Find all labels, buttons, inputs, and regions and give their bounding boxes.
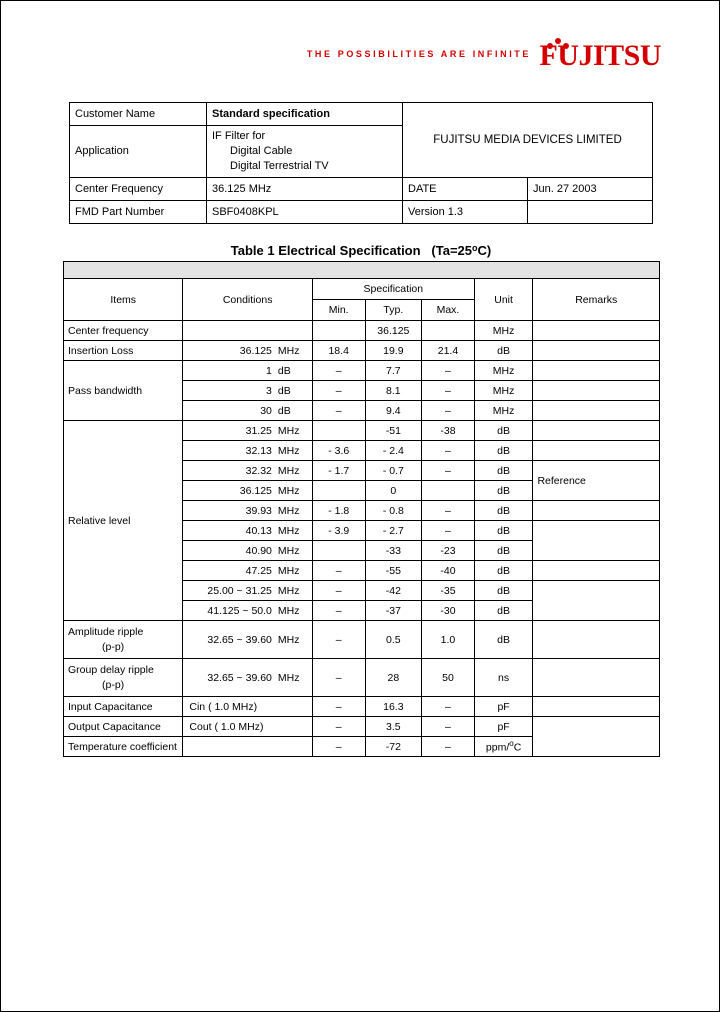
row-unit: dB [474,341,533,361]
table-row [70,200,653,223]
row-typ: 7.7 [365,361,422,381]
row-unit: MHz [474,321,533,341]
electrical-specification-table [63,261,660,757]
row-condition: 41.125 ~ 50.0 MHz [183,601,313,621]
row-item-label: Amplitude ripple (p-p) [64,621,183,659]
date-value: Jun. 27 2003 [533,182,597,195]
row-unit: dB [474,541,533,561]
row-remarks [533,521,660,561]
row-typ: 3.5 [365,717,422,737]
application-value [207,126,403,178]
application-line3: Digital Terrestrial TV [230,159,329,172]
row-item-label: Relative level [64,421,183,621]
row-unit: dB [474,481,533,501]
row-condition: 36.125 MHz [183,341,313,361]
row-max: -40 [422,561,475,581]
row-min: – [312,717,365,737]
row-remarks [533,717,660,757]
row-unit: ns [474,659,533,697]
row-unit: dB [474,461,533,481]
row-max: 50 [422,659,475,697]
header-typ: Typ. [365,300,422,321]
row-min: – [312,737,365,757]
row-condition: 32.65 ~ 39.60 MHz [183,621,313,659]
brand-header [1,39,720,85]
table-row [64,717,660,737]
row-typ: - 2.4 [365,441,422,461]
row-unit: ppm/$^o$C [474,737,533,757]
header-unit: Unit [474,279,533,321]
table-row [64,321,660,341]
row-min: - 3.6 [312,441,365,461]
row-max: -23 [422,541,475,561]
application-label: Application [70,126,207,178]
row-condition: Cout ( 1.0 MHz) [183,717,313,737]
row-min: – [312,621,365,659]
row-condition: 25.00 ~ 31.25 MHz [183,581,313,601]
row-unit: pF [474,717,533,737]
row-max: – [422,737,475,757]
spec-table-wrapper [63,261,660,757]
row-item-label: Pass bandwidth [64,361,183,421]
row-min: – [312,361,365,381]
row-typ: 9.4 [365,401,422,421]
row-max: 21.4 [422,341,475,361]
header-specification: Specification [312,279,474,300]
row-item-label: Temperature coefficient [64,737,183,757]
row-min: - 3.9 [312,521,365,541]
row-remarks [533,321,660,341]
table-row [64,659,660,697]
row-min [312,421,365,441]
row-remarks: Reference [533,461,660,501]
row-item-label: Input Capacitance [64,697,183,717]
header-min: Min. [312,300,365,321]
part-number-label: FMD Part Number [70,200,207,223]
version-value [528,201,653,223]
row-max [422,321,475,341]
row-unit: dB [474,581,533,601]
row-unit: dB [474,601,533,621]
customer-name-value: Standard specification [207,103,403,126]
row-min: - 1.7 [312,461,365,481]
row-condition: 47.25 MHz [183,561,313,581]
row-max: – [422,361,475,381]
row-typ: -37 [365,601,422,621]
center-frequency-label: Center Frequency [70,177,207,200]
application-line2: Digital Cable [230,144,293,157]
row-unit: MHz [474,401,533,421]
row-typ: -42 [365,581,422,601]
header-conditions: Conditions [183,279,313,321]
row-unit: MHz [474,381,533,401]
part-number-value: SBF0408KPL [207,200,403,223]
row-max: – [422,441,475,461]
row-min [312,541,365,561]
date-label: DATE [403,178,528,200]
row-typ: 8.1 [365,381,422,401]
row-remarks [533,621,660,659]
row-min: – [312,659,365,697]
row-condition: 32.13 MHz [183,441,313,461]
row-remarks [533,441,660,461]
row-unit: dB [474,421,533,441]
row-max: – [422,697,475,717]
row-unit: dB [474,441,533,461]
row-min: - 1.8 [312,501,365,521]
row-typ: - 0.8 [365,501,422,521]
row-condition: 3 dB [183,381,313,401]
row-remarks [533,501,660,521]
table-row [64,697,660,717]
row-remarks [533,381,660,401]
row-item-label: Insertion Loss [64,341,183,361]
row-condition: Cin ( 1.0 MHz) [183,697,313,717]
tagline-text: THE POSSIBILITIES ARE INFINITE [306,49,531,59]
row-max: – [422,381,475,401]
table-title [1,243,720,258]
table-title-main: Table 1 Electrical Specification [230,243,421,258]
row-typ: 0 [365,481,422,501]
table-row [64,341,660,361]
row-unit: MHz [474,361,533,381]
table-gray-band [64,262,660,279]
table-row [64,361,660,381]
row-typ: - 2.7 [365,521,422,541]
row-item-label: Output Capacitance [64,717,183,737]
table-row [64,421,660,441]
row-typ: -72 [365,737,422,757]
row-condition: 32.65 ~ 39.60 MHz [183,659,313,697]
row-min: 18.4 [312,341,365,361]
row-typ: 0.5 [365,621,422,659]
row-remarks [533,361,660,381]
row-typ: 28 [365,659,422,697]
center-frequency-value: 36.125 MHz [207,177,403,200]
company-name: FUJITSU MEDIA DEVICES LIMITED [403,103,653,178]
fujitsu-logo: FUJITSU [539,39,661,72]
row-min: – [312,561,365,581]
header-items: Items [64,279,183,321]
row-max: – [422,501,475,521]
row-remarks [533,341,660,361]
gray-band-cell [64,262,660,279]
row-unit: dB [474,501,533,521]
document-info-table [69,102,653,224]
application-line1: IF Filter for [212,130,266,142]
row-max: -35 [422,581,475,601]
row-min [312,481,365,501]
row-typ: 19.9 [365,341,422,361]
degree-symbol: o [472,243,478,253]
row-condition: 36.125 MHz [183,481,313,501]
row-typ: 16.3 [365,697,422,717]
table-row [64,621,660,659]
row-condition: 30 dB [183,401,313,421]
row-unit: dB [474,561,533,581]
row-min: – [312,381,365,401]
row-typ: -55 [365,561,422,581]
row-unit: dB [474,621,533,659]
row-condition: 1 dB [183,361,313,381]
table-header-row [64,279,660,300]
row-unit: dB [474,521,533,541]
row-min [312,321,365,341]
row-remarks [533,659,660,697]
row-condition: 40.13 MHz [183,521,313,541]
row-condition [183,321,313,341]
row-min: – [312,581,365,601]
row-min: – [312,601,365,621]
row-max: – [422,521,475,541]
table-title-condition-end: C) [477,243,492,258]
row-remarks [533,561,660,581]
version-label: Version 1.3 [403,201,528,223]
row-max: – [422,401,475,421]
customer-name-label: Customer Name [70,103,207,126]
header-max: Max. [422,300,475,321]
row-remarks [533,401,660,421]
row-remarks [533,697,660,717]
row-max [422,481,475,501]
row-typ: 36.125 [365,321,422,341]
row-item-label: Group delay ripple (p-p) [64,659,183,697]
row-max: 1.0 [422,621,475,659]
row-min: – [312,697,365,717]
row-condition: 31.25 MHz [183,421,313,441]
row-unit: pF [474,697,533,717]
table-title-condition: (Ta=25 [431,243,472,258]
row-max: – [422,717,475,737]
row-max: -38 [422,421,475,441]
table-row [70,177,653,200]
row-item-label: Center frequency [64,321,183,341]
header-remarks: Remarks [533,279,660,321]
row-typ: -51 [365,421,422,441]
row-max: – [422,461,475,481]
row-remarks [533,581,660,621]
row-typ: - 0.7 [365,461,422,481]
table-row [70,103,653,126]
row-condition: 39.93 MHz [183,501,313,521]
row-max: -30 [422,601,475,621]
row-condition: 32.32 MHz [183,461,313,481]
row-condition: 40.90 MHz [183,541,313,561]
row-typ: -33 [365,541,422,561]
row-condition [183,737,313,757]
row-remarks [533,421,660,441]
row-min: – [312,401,365,421]
